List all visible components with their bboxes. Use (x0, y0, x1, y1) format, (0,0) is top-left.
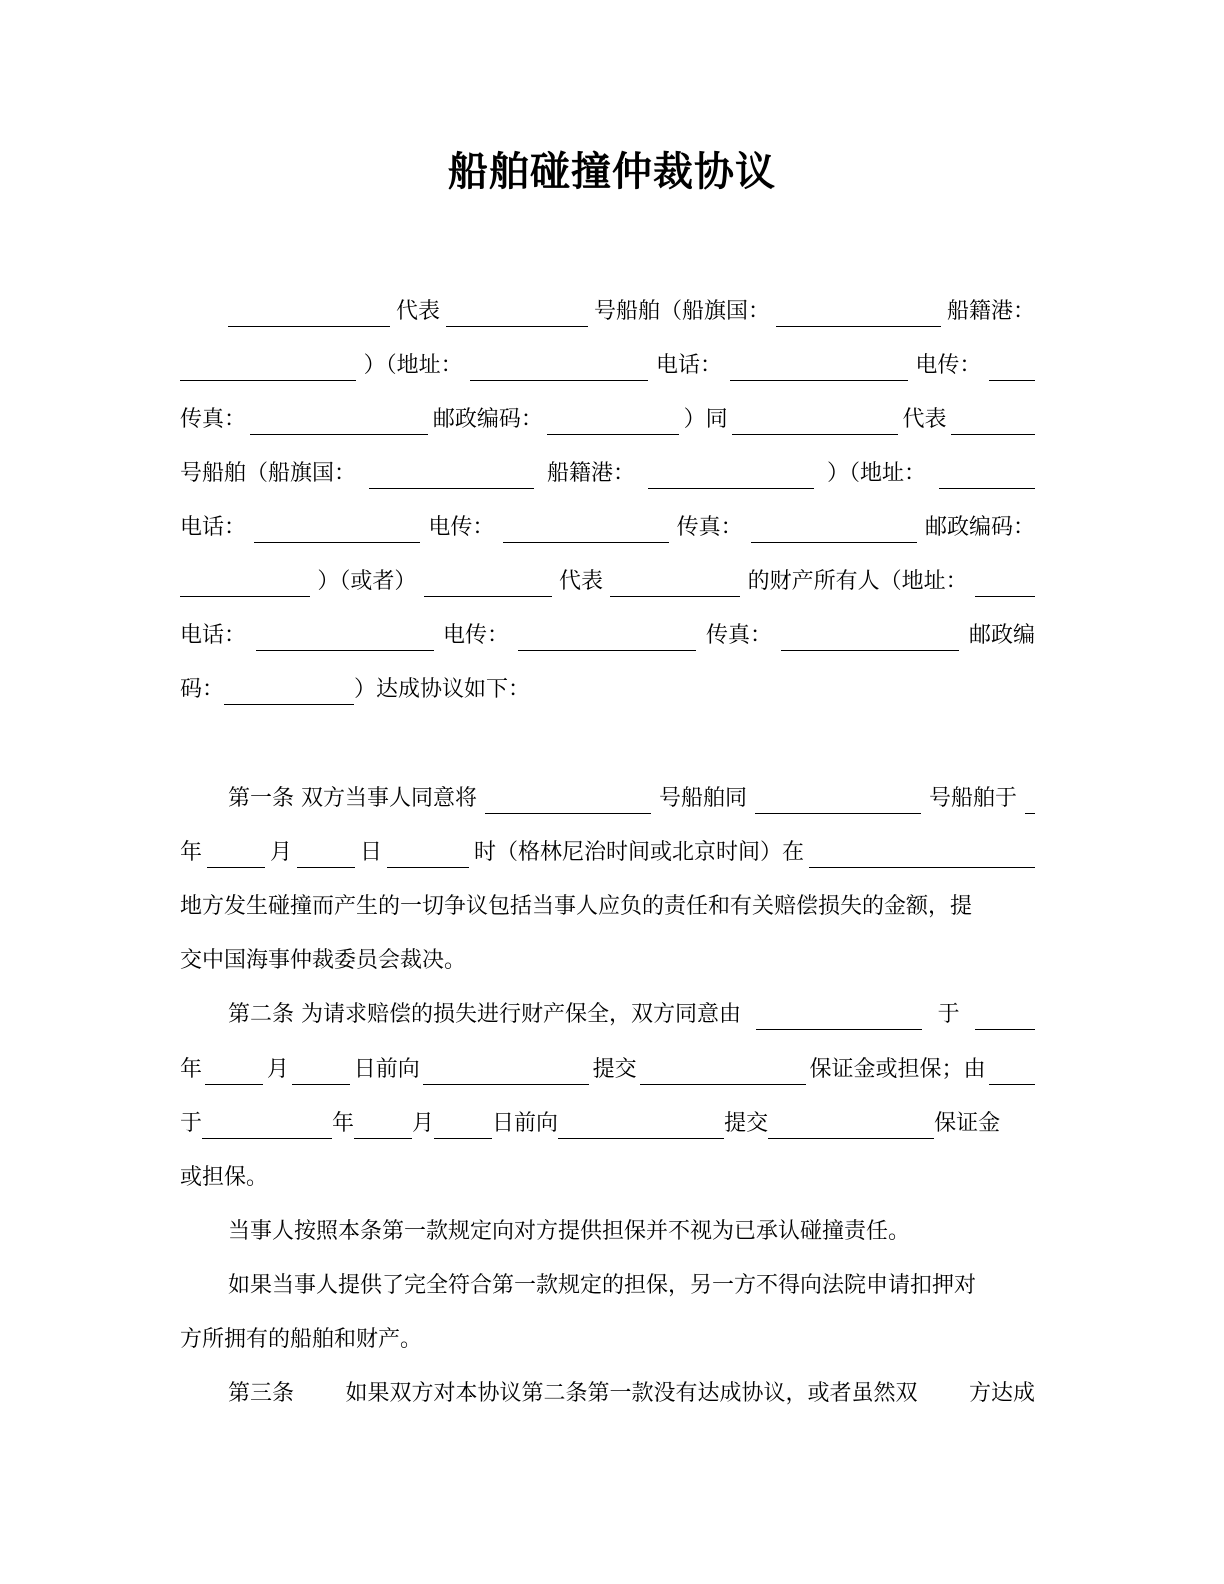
text-segment: 代表 (395, 299, 440, 324)
text-segment: 时（格林尼治时间或北京时间）在 (473, 840, 804, 865)
article1-line-4 (180, 934, 1035, 988)
blank-field[interactable] (297, 841, 355, 868)
blank-field[interactable] (730, 354, 908, 381)
blank-field[interactable] (387, 841, 469, 868)
text-segment: 号船舶（船旗国： (180, 461, 357, 486)
text-segment: 交中国海事仲裁委员会裁决。 (180, 948, 467, 973)
text-segment: 日前向 (492, 1111, 559, 1136)
text-segment: ）（或者） (317, 569, 417, 594)
party-line-5 (180, 501, 1035, 555)
article2-line-3 (180, 1097, 1035, 1151)
text-segment: 代表 (902, 407, 947, 432)
text-segment: 日前向 (353, 1057, 420, 1082)
article2-para-3b (180, 1313, 1035, 1367)
blank-field[interactable] (756, 1003, 922, 1030)
text-segment: 年 (332, 1111, 355, 1136)
text-segment: 传真： (705, 623, 772, 648)
text-segment: 提交 (724, 1111, 769, 1136)
text-segment: ）（地址： (826, 461, 926, 486)
blank-field[interactable] (369, 462, 534, 489)
text-segment: 第三条 (228, 1381, 295, 1406)
text-segment: 邮政编 (968, 623, 1035, 648)
text-segment: 邮政编码： (924, 515, 1035, 540)
blank-field[interactable] (424, 570, 552, 597)
blank-field[interactable] (180, 570, 310, 597)
party-line-2 (180, 339, 1035, 393)
blank-field[interactable] (205, 1058, 263, 1085)
blank-field[interactable] (809, 841, 1035, 868)
blank-field[interactable] (640, 1058, 806, 1085)
text-segment: 方达成 (968, 1381, 1035, 1406)
blank-field[interactable] (207, 841, 265, 868)
blank-field[interactable] (202, 1112, 332, 1139)
text-segment: 方所拥有的船舶和财产。 (180, 1327, 423, 1352)
party-line-4 (180, 447, 1035, 501)
text-segment: 如果双方对本协议第二条第一款没有达成协议，或者虽然双 (345, 1381, 918, 1406)
blank-field[interactable] (180, 354, 356, 381)
blank-field[interactable] (547, 408, 679, 435)
party-line-6 (180, 555, 1035, 609)
blank-field[interactable] (781, 624, 959, 651)
text-segment: 电话： (180, 623, 247, 648)
article1-line-2 (180, 826, 1035, 880)
blank-field[interactable] (751, 516, 917, 543)
text-segment: 如果当事人提供了完全符合第一款规定的担保，另一方不得向法院申请扣押对 (228, 1273, 977, 1298)
text-segment: 船籍港： (946, 299, 1035, 324)
text-segment: 于 (937, 1002, 960, 1027)
blank-field[interactable] (292, 1058, 350, 1085)
article1-line-1 (228, 772, 1035, 826)
text-segment: 第一条 双方当事人同意将 (228, 786, 477, 811)
text-segment: 日 (359, 840, 382, 865)
article2-line-1 (228, 988, 1035, 1042)
blank-field[interactable] (768, 1112, 934, 1139)
article1-line-3 (180, 880, 1035, 934)
blank-field[interactable] (1025, 787, 1035, 814)
text-segment: 代表 (558, 569, 603, 594)
blank-field[interactable] (776, 300, 941, 327)
party-line-1 (228, 285, 1035, 339)
text-segment: 号船舶于 (928, 786, 1017, 811)
text-segment: 月 (412, 1111, 435, 1136)
text-segment: 电传： (428, 515, 495, 540)
text-segment: 保证金或担保；由 (809, 1057, 986, 1082)
text-segment: 或担保。 (180, 1165, 269, 1190)
blank-field[interactable] (423, 1058, 589, 1085)
text-segment: 电话： (655, 353, 722, 378)
party-line-8 (180, 663, 1035, 717)
text-segment: 邮政编码： (432, 407, 543, 432)
party-line-3 (180, 393, 1035, 447)
article2-line-4 (180, 1151, 1035, 1205)
blank-field[interactable] (224, 678, 354, 705)
text-segment: 年 (180, 840, 203, 865)
blank-field[interactable] (354, 1112, 412, 1139)
text-segment: 号船舶（船旗国： (593, 299, 770, 324)
text-segment: 月 (269, 840, 292, 865)
document-title: 船舶碰撞仲裁协议 (448, 149, 776, 195)
text-segment: ）同 (683, 407, 728, 432)
text-segment: 提交 (592, 1057, 637, 1082)
text-segment: 的财产所有人（地址： (747, 569, 968, 594)
article2-para-2 (228, 1205, 1035, 1259)
text-segment: 传真： (180, 407, 247, 432)
text-segment: 月 (266, 1057, 289, 1082)
article2-para-3a (228, 1259, 1035, 1313)
text-segment: 电话： (180, 515, 247, 540)
blank-field[interactable] (558, 1112, 724, 1139)
blank-field[interactable] (446, 300, 588, 327)
text-segment: 地方发生碰撞而产生的一切争议包括当事人应负的责任和有关赔偿损失的金额，提 (180, 894, 973, 919)
text-segment: 年 (180, 1057, 203, 1082)
blank-field[interactable] (989, 354, 1035, 381)
article2-line-2 (180, 1043, 1035, 1097)
blank-field[interactable] (939, 462, 1035, 489)
blank-field[interactable] (470, 354, 648, 381)
blank-field[interactable] (503, 516, 669, 543)
blank-field[interactable] (989, 1058, 1035, 1085)
blank-field[interactable] (228, 300, 390, 327)
blank-field[interactable] (755, 787, 921, 814)
blank-field[interactable] (254, 516, 420, 543)
text-segment: 电传： (915, 353, 982, 378)
blank-field[interactable] (610, 570, 740, 597)
text-segment: 当事人按照本条第一款规定向对方提供担保并不视为已承认碰撞责任。 (228, 1219, 911, 1244)
text-segment: 传真： (676, 515, 743, 540)
text-segment: 保证金 (934, 1111, 1001, 1136)
text-segment: ）达成协议如下： (354, 677, 531, 702)
blank-field[interactable] (732, 408, 898, 435)
text-segment: 第二条 为请求赔偿的损失进行财产保全，双方同意由 (228, 1002, 741, 1027)
blank-field[interactable] (648, 462, 814, 489)
text-segment: 于 (180, 1111, 203, 1136)
blank-field[interactable] (434, 1112, 492, 1139)
blank-field[interactable] (975, 570, 1035, 597)
article3-line-1 (228, 1367, 1035, 1421)
text-segment: 号船舶同 (658, 786, 747, 811)
text-segment: 电传： (442, 623, 509, 648)
blank-field[interactable] (951, 408, 1035, 435)
text-segment: ）（地址： (363, 353, 463, 378)
blank-field[interactable] (518, 624, 696, 651)
blank-field[interactable] (256, 624, 434, 651)
text-segment: 船籍港： (546, 461, 635, 486)
party-line-7 (180, 609, 1035, 663)
blank-field[interactable] (485, 787, 651, 814)
blank-field[interactable] (975, 1003, 1035, 1030)
text-segment: 码： (180, 677, 225, 702)
blank-field[interactable] (250, 408, 428, 435)
